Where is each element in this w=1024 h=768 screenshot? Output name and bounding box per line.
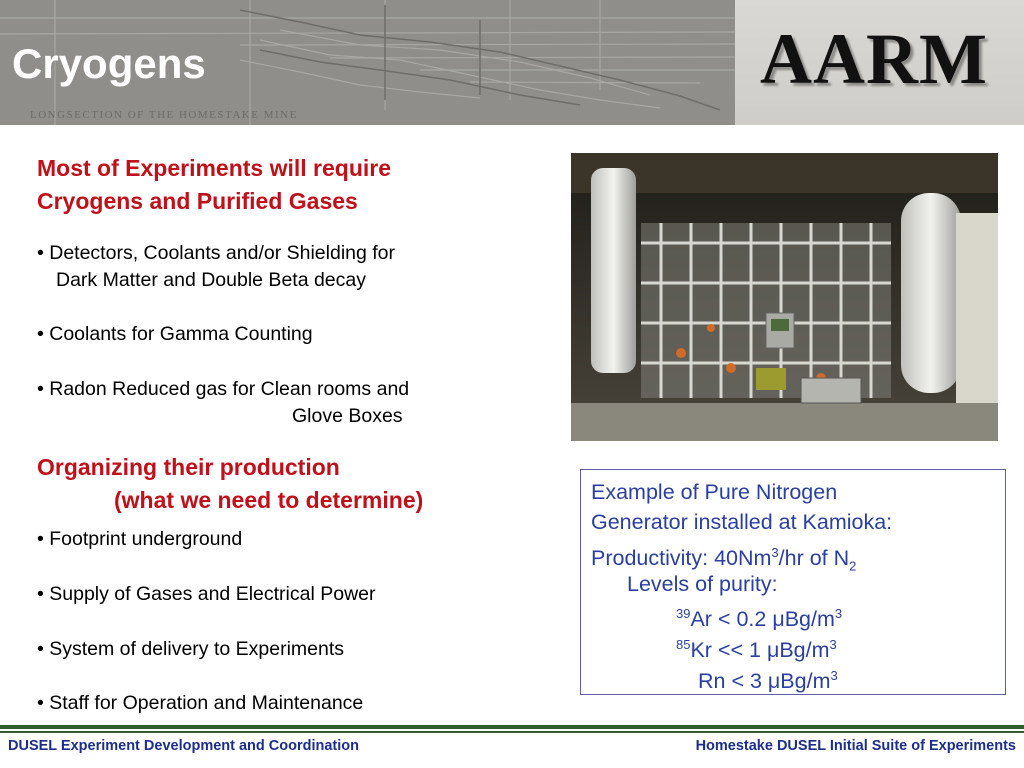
bullet-gamma-counting bbox=[37, 321, 313, 348]
callout-text: /hr of N bbox=[778, 546, 850, 571]
callout-line: Levels of purity: bbox=[627, 572, 778, 596]
bullet-line: Glove Boxes bbox=[292, 405, 403, 427]
footer-right-text: Homestake DUSEL Initial Suite of Experiments bbox=[695, 738, 1016, 754]
footer-divider bbox=[0, 731, 1024, 733]
footer-divider bbox=[0, 725, 1024, 729]
bullet-footprint: • Footprint underground bbox=[37, 528, 243, 550]
bullet-line: • Coolants for Gamma Counting bbox=[37, 323, 313, 345]
heading-line: (what we need to determine) bbox=[114, 487, 424, 513]
footer-left-text: DUSEL Experiment Development and Coordination bbox=[8, 738, 360, 754]
callout-krypton-level bbox=[676, 632, 837, 663]
callout-text: Ar < 0.2 μBg/m bbox=[690, 607, 835, 632]
aarm-logo bbox=[735, 0, 1024, 125]
callout-sub: 2 bbox=[849, 558, 857, 574]
heading-line: Organizing their production bbox=[37, 454, 340, 480]
nitrogen-generator-illustration bbox=[571, 153, 998, 441]
callout-argon-level bbox=[676, 601, 842, 632]
bullet-line: • Detectors, Coolants and/or Shielding for bbox=[37, 242, 396, 264]
section-heading-requirements bbox=[37, 152, 537, 218]
callout-sup: 3 bbox=[834, 606, 843, 621]
bullet-staff: • Staff for Operation and Maintenance bbox=[37, 692, 364, 714]
callout-sup: 39 bbox=[676, 606, 691, 621]
callout-radon-level bbox=[698, 663, 838, 694]
bullet-detectors bbox=[37, 240, 395, 294]
callout-sup: 3 bbox=[829, 637, 837, 652]
heading-line: Cryogens and Purified Gases bbox=[37, 188, 358, 214]
aarm-logo-text: AARM bbox=[760, 19, 988, 99]
callout-line: Generator installed at Kamioka: bbox=[591, 510, 893, 534]
map-caption: LONGSECTION OF THE HOMESTAKE MINE bbox=[30, 109, 298, 121]
header-band bbox=[0, 0, 1024, 125]
bullet-line: • Radon Reduced gas for Clean rooms and bbox=[37, 378, 410, 400]
callout-sup: 3 bbox=[830, 668, 838, 683]
section-heading-production bbox=[37, 451, 537, 517]
bullet-delivery: • System of delivery to Experiments bbox=[37, 638, 345, 660]
callout-sup: 85 bbox=[676, 637, 691, 652]
bullet-line: Dark Matter and Double Beta decay bbox=[56, 269, 367, 291]
callout-line: Example of Pure Nitrogen bbox=[591, 480, 838, 504]
callout-text: Rn < 3 μBg/m bbox=[698, 669, 831, 694]
callout-sup: 3 bbox=[771, 545, 779, 560]
callout-text: Productivity: 40Nm bbox=[591, 546, 772, 571]
nitrogen-generator-callout bbox=[580, 469, 1006, 695]
bullet-supply: • Supply of Gases and Electrical Power bbox=[37, 583, 376, 605]
nitrogen-generator-photo bbox=[571, 153, 998, 441]
heading-line: Most of Experiments will require bbox=[37, 155, 392, 181]
callout-text: Kr << 1 μBg/m bbox=[690, 638, 830, 663]
page-title: Cryogens bbox=[12, 40, 206, 87]
bullet-radon-reduced bbox=[37, 376, 409, 430]
